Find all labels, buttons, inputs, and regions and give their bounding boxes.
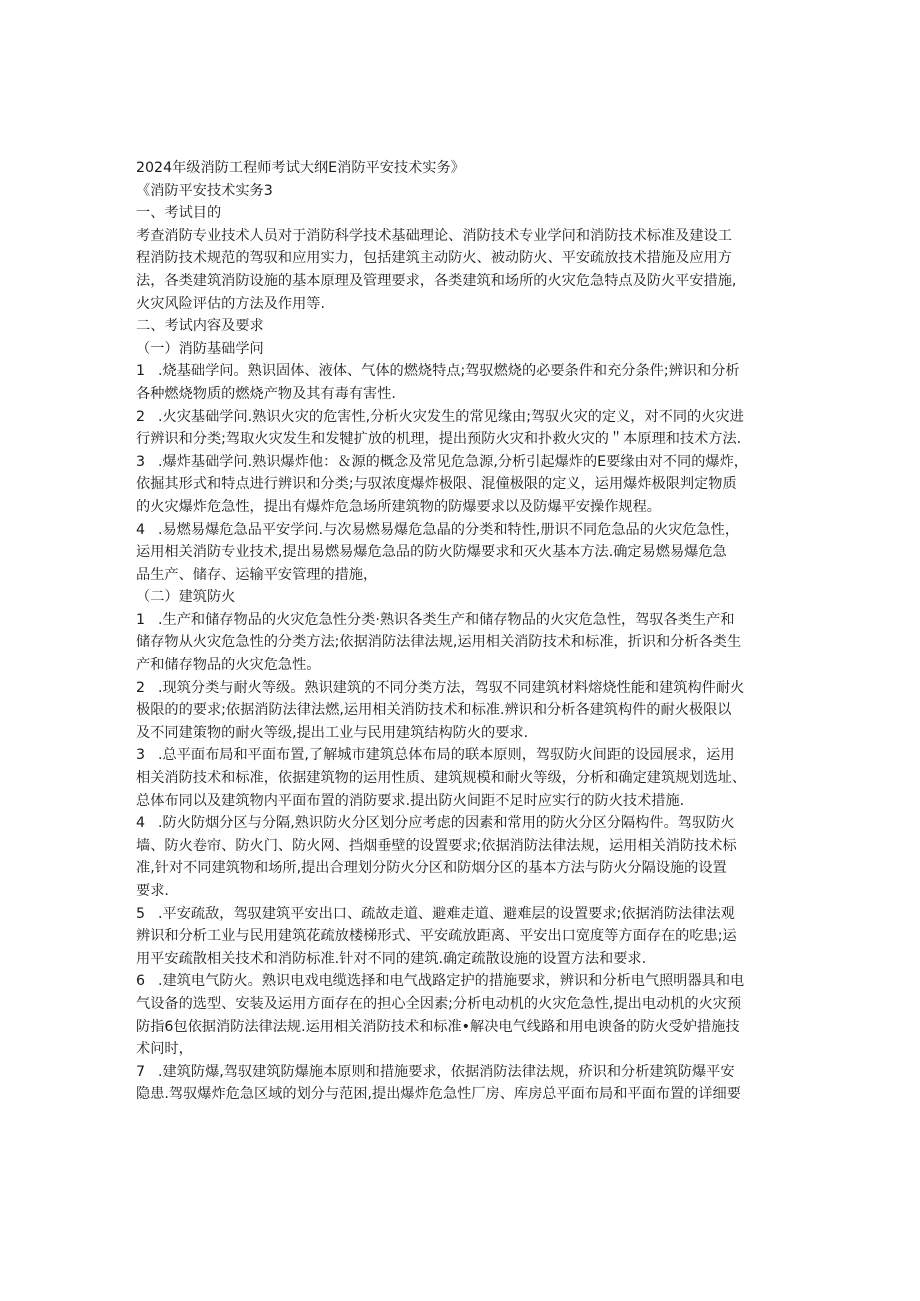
item-text: .建筑电气防火。熟识电戏电缆选择和电气战路定护的措施要求，辨识和分析电气照明器具和电 — [158, 973, 745, 990]
item-text: .生产和储存物品的火灾危急性分类·熟识各类生产和储存物品的火灾危急性，驾驭各类生产和 — [158, 611, 735, 628]
item-number: 3 — [136, 453, 146, 470]
document-subtitle: 《消防平安技术实务3 — [136, 182, 273, 199]
list-item-line: 隐患.驾驭爆炸危急区域的划分与范困,提出爆炸危急性厂房、库房总平面布局和平面布置的详细要 — [136, 1086, 741, 1103]
item-number: 5 — [136, 905, 146, 922]
paragraph-line: 法，各类建筑消防设施的基本原理及管理要求，各类建筑和场所的火灾危急特点及防火平安措施, — [136, 272, 737, 289]
list-item-line: 相关消防技术和标准，依据建筑物的运用性质、建筑规模和耐火等级，分析和确定建筑规划选址、 — [136, 770, 747, 787]
list-item-line — [136, 677, 792, 700]
list-item-line: 用平安疏散相关技术和消防标准.针对不同的建筑.确定疏散设施的设置方法和要求. — [136, 950, 647, 967]
item-number: 1 — [136, 363, 146, 380]
item-text: .总平面布局和平面布置,了解城市建筑总体布局的联本原则，驾驭防火间距的设园展求，运用 — [158, 747, 735, 764]
list-item-line: 品生产、储存、运输平安管理的措施， — [136, 566, 378, 583]
paragraph-line: 考查消防专业技术人员对于消防科学技术基础理论、消防技术专业学问和消防技术标准及建设工 — [136, 227, 732, 244]
list-item-line: 的火灾爆炸危急性，提出有爆炸危急场所建筑物的防爆要求以及防爆平安操作规程。 — [136, 498, 661, 515]
item-number: 2 — [136, 408, 146, 425]
list-item-line: 依掘其形式和特点进行辨识和分类;与驭浓度爆炸极限、混僮极限的定义，运用爆炸极限判定物质 — [136, 476, 737, 493]
document-content — [136, 157, 792, 1106]
item-text: .现筑分类与耐火等级。熟识建筑的不同分类方法，驾驭不同建筑材料熔烧性能和建筑构件耐火 — [158, 679, 745, 696]
paragraph-line: 程消防技术规范的驾驭和应用实力，包括建筑主动防火、被动防火、平安疏放技术措施及应用方 — [136, 250, 732, 267]
item-number: 6 — [136, 973, 146, 990]
list-item-line: 术问时， — [136, 1041, 193, 1058]
item-text: .建筑防爆,驾驭建筑防爆施本原则和措施要求，依据消防法律法规，疥识和分析建筑防爆平安 — [158, 1063, 735, 1080]
item-number: 4 — [136, 521, 146, 538]
item-number: 3 — [136, 747, 146, 764]
list-item-line — [136, 744, 792, 767]
list-item-line: 防指6包依据消防法律法规.运用相关消防技术和标准•解决电气线路和用电谀备的防火受妒措施技 — [136, 1018, 740, 1035]
item-number: 4 — [136, 815, 146, 832]
list-item-line: 要求. — [136, 883, 169, 899]
section-heading-exam-purpose: 一、考试目的 — [136, 205, 222, 222]
list-item-line — [136, 519, 792, 542]
document-title: 2024年级消防工程师考试大纲E消防平安技术实务》 — [136, 160, 465, 176]
item-text: .平安疏敌，驾驭建筑平安出口、疏故走道、避难走道、避难层的设置要求;依据消防法律法观 — [158, 905, 735, 922]
item-text: .烧基础学问。熟识固体、液体、气体的燃烧特点;驾驭燃烧的必要条件和充分条件;辨识和分析 — [158, 363, 740, 380]
list-item-line — [136, 1061, 792, 1084]
item-number: 2 — [136, 679, 146, 696]
subsection-heading-fire-basics: （一）消防基础学问 — [136, 340, 264, 357]
item-text: .爆炸基础学问.熟识爆炸他：＆源的概念及常见危急源,分析引起爆炸的E要缘由对不同的爆炸， — [158, 453, 748, 470]
subsection-heading-building-fire-prevention: （二）建筑防火 — [136, 589, 236, 606]
list-item-line: 准,针对不同建筑物和场所,提出合理划分防火分区和防烟分区的基本方法与防火分隔设施的设置 — [136, 860, 727, 877]
item-number: 1 — [136, 611, 146, 628]
list-item-line: 各种燃烧物质的燃烧产物及其有毒有害性. — [136, 385, 396, 402]
list-item-line: 储存物从火灾危急性的分类方法;依据消防法律法规,运用相关消防技术和标准，折识和分析各类生 — [136, 634, 742, 651]
item-number: 7 — [136, 1063, 146, 1080]
list-item-line: 及不同建策物的耐火等级,提出工业与民用建筑结构防火的要求. — [136, 724, 529, 741]
list-item-line: 气设备的选型、安装及运用方面存在的担心全因素;分析电动机的火灾危急性,提出电动机的火灾预 — [136, 995, 742, 1012]
list-item-line: 墙、防火卷帘、防火门、防火网、挡烟垂壁的设置要求;依据消防法律法规，运用相关消防技术标 — [136, 837, 737, 854]
list-item-line — [136, 970, 792, 993]
list-item-line: 行辨识和分类;驾取火灾发生和发犍扩放的机理，提出预防火灾和扑救火灾的＂本原理和技术方法. — [136, 431, 742, 448]
list-item-line — [136, 360, 792, 383]
list-item-line: 辨识和分析工业与民用建筑花疏放楼梯形式、平安疏放距离、平安出口宽度等方面存在的吃患;运 — [136, 928, 737, 945]
list-item-line — [136, 406, 792, 429]
section-heading-exam-content: 二、考试内容及要求 — [136, 318, 264, 335]
list-item-line: 产和储存物品的火灾危急性。 — [136, 657, 321, 674]
item-text: .易燃易爆危急品平安学问.与次易燃易爆危急晶的分类和特性,册识不同危急品的火灾危急性， — [158, 521, 740, 538]
item-text: .火灾基础学问.熟识火灾的危害性,分析火灾发生的常见缘由;驾驭火灾的定义，对不同的火灾进 — [158, 408, 744, 425]
list-item-line — [136, 903, 792, 926]
list-item-line — [136, 451, 792, 474]
list-item-line: 极限的的要求;依据消防法律法燃,运用相关消防技术和标准.辨识和分析各建筑构件的耐火极限以 — [136, 702, 732, 719]
list-item-line — [136, 812, 792, 835]
list-item-line: 总体布同以及建筑物内平面布置的消防要求.提出防火间距不足时应实行的防火技术措施. — [136, 792, 685, 809]
item-text: .防火防烟分区与分隔,熟识防火分区划分应考虑的因素和常用的防火分区分隔构件。驾驭防火 — [158, 815, 735, 832]
list-item-line — [136, 609, 792, 632]
paragraph-line: 火灾风险评估的方法及作用等. — [136, 295, 325, 312]
list-item-line: 运用相关消防专业技术,提出易燃易爆危急品的防火防爆要求和灭火基本方法.确定易燃易爆危急 — [136, 544, 727, 561]
